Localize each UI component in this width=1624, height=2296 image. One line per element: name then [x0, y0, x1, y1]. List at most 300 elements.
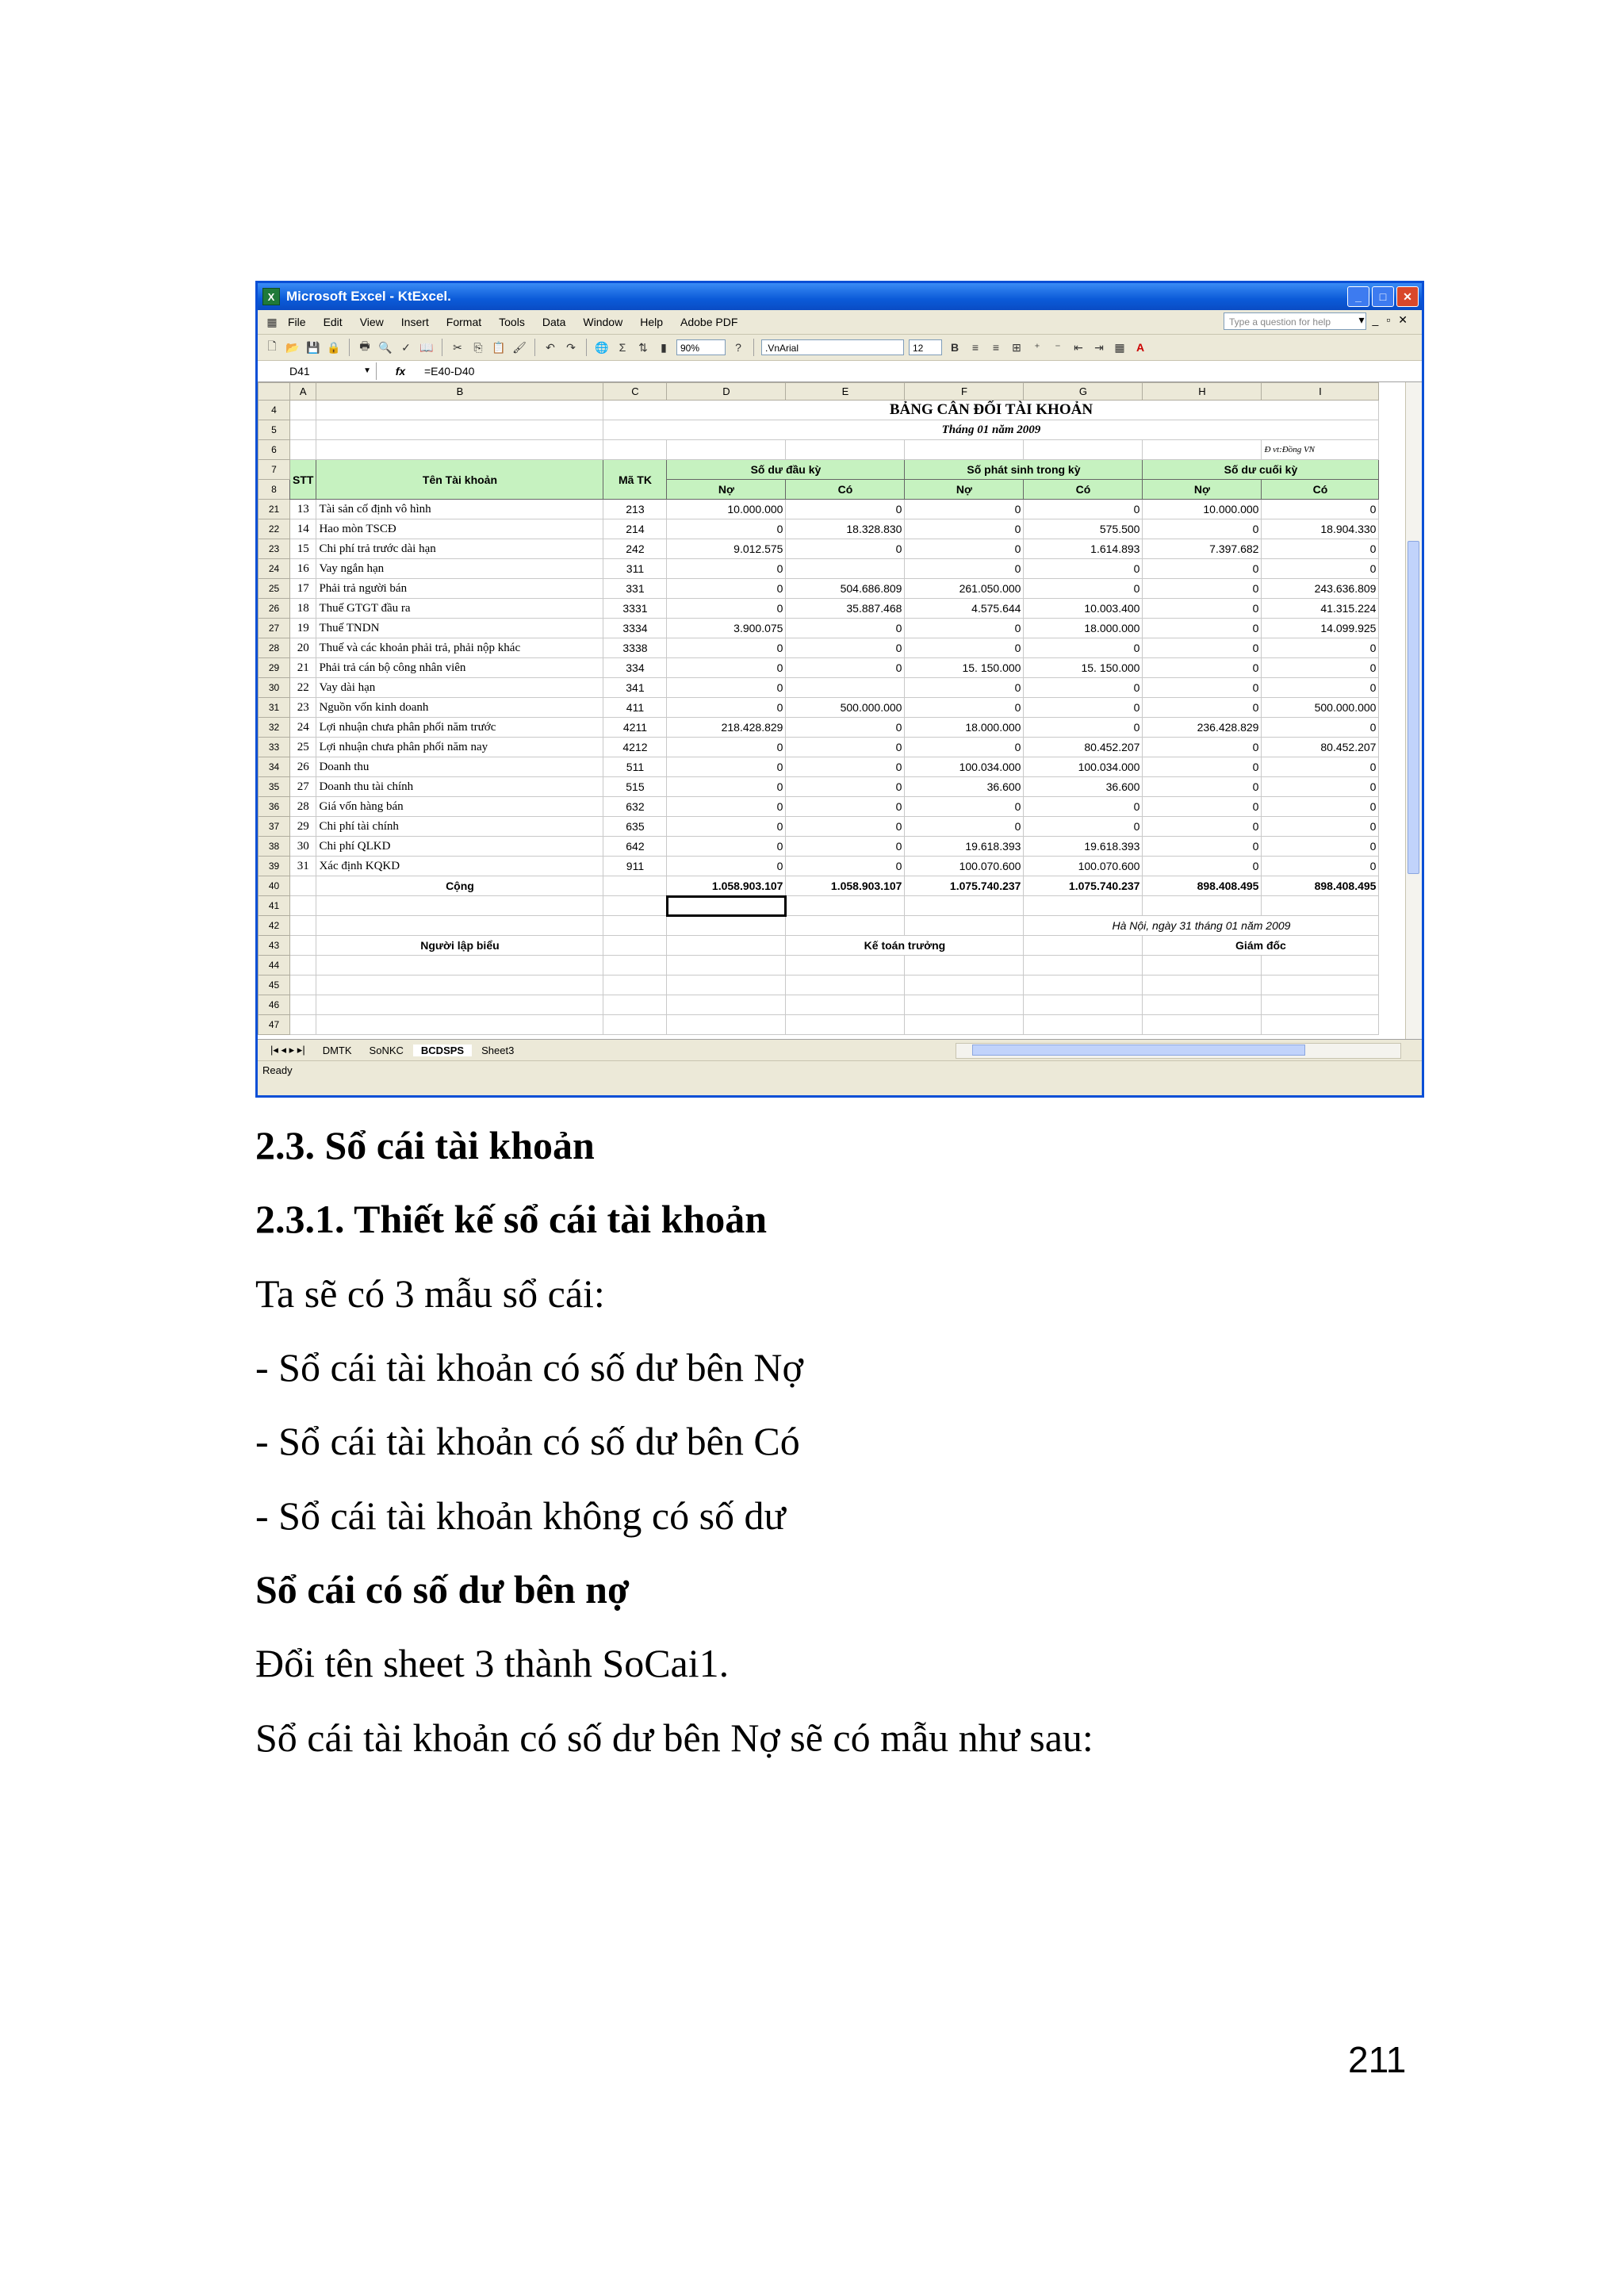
cell-account-name[interactable]: Vay dài hạn	[316, 678, 603, 698]
cell-stt[interactable]: 20	[290, 638, 316, 658]
cell-account-name[interactable]: Lợi nhuận chưa phân phối năm trước	[316, 718, 603, 738]
cell-amount[interactable]: 0	[786, 638, 905, 658]
cell-account-code[interactable]: 3331	[603, 599, 667, 619]
cell-amount[interactable]: 100.034.000	[1024, 757, 1143, 777]
cell-account-code[interactable]: 334	[603, 658, 667, 678]
cell[interactable]	[1262, 956, 1379, 976]
cell[interactable]	[290, 876, 316, 896]
cell-amount[interactable]: 0	[1143, 638, 1262, 658]
cell-amount[interactable]: 0	[905, 539, 1024, 559]
row-header[interactable]: 5	[259, 420, 290, 440]
cell-stt[interactable]: 13	[290, 500, 316, 519]
cell-amount[interactable]: 261.050.000	[905, 579, 1024, 599]
cell-amount[interactable]: 500.000.000	[786, 698, 905, 718]
horizontal-scrollbar[interactable]	[956, 1043, 1401, 1059]
maximize-button[interactable]: □	[1372, 286, 1394, 307]
cell-amount[interactable]: 0	[667, 757, 786, 777]
cell-stt[interactable]: 27	[290, 777, 316, 797]
row-header[interactable]: 31	[259, 698, 290, 718]
header-credit[interactable]: Có	[1024, 480, 1143, 500]
cell-stt[interactable]: 29	[290, 817, 316, 837]
cell-amount[interactable]: 0	[786, 738, 905, 757]
header-credit[interactable]: Có	[1262, 480, 1379, 500]
cell[interactable]	[786, 995, 905, 1015]
cell-amount[interactable]: 0	[1024, 698, 1143, 718]
cell-account-name[interactable]: Thuế và các khoản phải trả, phải nộp khác	[316, 638, 603, 658]
formula-input[interactable]: =E40-D40	[424, 365, 475, 378]
row-header[interactable]: 40	[259, 876, 290, 896]
sort-ascending-icon[interactable]: ⇅	[638, 340, 648, 354]
row-header[interactable]: 35	[259, 777, 290, 797]
cell-amount[interactable]: 0	[1262, 857, 1379, 876]
cell[interactable]	[786, 440, 905, 460]
increase-decimal-icon[interactable]: ⁺	[1034, 340, 1040, 354]
cell[interactable]	[290, 976, 316, 995]
cell-amount[interactable]: 0	[1024, 817, 1143, 837]
cell-amount[interactable]: 18.000.000	[1024, 619, 1143, 638]
cell-stt[interactable]: 14	[290, 519, 316, 539]
cell-account-code[interactable]: 242	[603, 539, 667, 559]
cell-stt[interactable]: 18	[290, 599, 316, 619]
cell-amount[interactable]: 0	[1262, 817, 1379, 837]
menu-edit[interactable]: Edit	[323, 316, 343, 328]
cell-amount[interactable]: 0	[667, 817, 786, 837]
cell-account-name[interactable]: Xác định KQKD	[316, 857, 603, 876]
cell-amount[interactable]: 0	[905, 559, 1024, 579]
cell-stt[interactable]: 24	[290, 718, 316, 738]
header-credit[interactable]: Có	[786, 480, 905, 500]
cell[interactable]	[603, 995, 667, 1015]
sign-preparer[interactable]: Người lập biểu	[316, 936, 603, 956]
header-debit[interactable]: Nợ	[667, 480, 786, 500]
row-header[interactable]: 39	[259, 857, 290, 876]
cell-amount[interactable]: 0	[786, 658, 905, 678]
menu-help[interactable]: Help	[640, 316, 663, 328]
cell[interactable]	[667, 956, 786, 976]
cell[interactable]	[905, 976, 1024, 995]
selected-cell-d41[interactable]	[667, 896, 786, 916]
cell[interactable]	[603, 1015, 667, 1035]
cell-amount[interactable]: 10.000.000	[1143, 500, 1262, 519]
cell[interactable]	[316, 1015, 603, 1035]
row-header[interactable]: 37	[259, 817, 290, 837]
cell-amount[interactable]: 0	[667, 559, 786, 579]
tab-nav-arrows-icon[interactable]: |◂ ◂ ▸ ▸|	[270, 1044, 305, 1056]
cell-account-code[interactable]: 511	[603, 757, 667, 777]
cell-amount[interactable]: 7.397.682	[1143, 539, 1262, 559]
cell-amount[interactable]: 0	[905, 638, 1024, 658]
unit-note[interactable]: Đ vt:Đồng VN	[1262, 440, 1379, 460]
cell-amount[interactable]: 0	[905, 519, 1024, 539]
new-icon[interactable]: 🗋	[267, 339, 277, 352]
cell[interactable]	[290, 420, 316, 440]
cell-stt[interactable]: 21	[290, 658, 316, 678]
cell-amount[interactable]: 10.000.000	[667, 500, 786, 519]
row-header[interactable]: 21	[259, 500, 290, 519]
decrease-decimal-icon[interactable]: ⁻	[1055, 340, 1061, 354]
select-all-corner[interactable]	[259, 383, 290, 401]
cell-stt[interactable]: 17	[290, 579, 316, 599]
cell[interactable]	[1262, 995, 1379, 1015]
cell-amount[interactable]: 0	[786, 539, 905, 559]
cell-account-name[interactable]: Doanh thu tài chính	[316, 777, 603, 797]
cell-amount[interactable]: 10.003.400	[1024, 599, 1143, 619]
cell-amount[interactable]: 218.428.829	[667, 718, 786, 738]
cell-amount[interactable]: 3.900.075	[667, 619, 786, 638]
minimize-button[interactable]: _	[1347, 286, 1369, 307]
cell-amount[interactable]: 0	[667, 638, 786, 658]
cell-amount[interactable]: 0	[667, 698, 786, 718]
cell-stt[interactable]: 26	[290, 757, 316, 777]
cell[interactable]	[1143, 896, 1262, 916]
chevron-down-icon[interactable]: ▼	[363, 366, 371, 375]
cell-amount[interactable]: 0	[1143, 837, 1262, 857]
cell-amount[interactable]: 0	[1262, 500, 1379, 519]
cell-amount[interactable]: 575.500	[1024, 519, 1143, 539]
cell-amount[interactable]: 19.618.393	[1024, 837, 1143, 857]
cell-stt[interactable]: 15	[290, 539, 316, 559]
cell[interactable]	[290, 440, 316, 460]
open-icon[interactable]: 📂	[285, 340, 300, 354]
cell-amount[interactable]: 0	[667, 797, 786, 817]
menu-format[interactable]: Format	[446, 316, 482, 328]
cell[interactable]	[290, 916, 316, 936]
hyperlink-icon[interactable]: 🌐	[595, 340, 609, 354]
cell-account-name[interactable]: Thuế TNDN	[316, 619, 603, 638]
cell-amount[interactable]: 0	[1262, 718, 1379, 738]
cell-amount[interactable]: 15. 150.000	[905, 658, 1024, 678]
cell-amount[interactable]: 0	[1262, 539, 1379, 559]
cell-amount[interactable]: 35.887.468	[786, 599, 905, 619]
cell-amount[interactable]	[786, 678, 905, 698]
cell-amount[interactable]: 0	[786, 817, 905, 837]
menu-file[interactable]: File	[288, 316, 306, 328]
sign-accountant[interactable]: Kế toán trưởng	[786, 936, 1024, 956]
column-header-B[interactable]: B	[316, 383, 603, 401]
row-header[interactable]: 25	[259, 579, 290, 599]
cell-amount[interactable]: 0	[1024, 678, 1143, 698]
cell-amount[interactable]: 500.000.000	[1262, 698, 1379, 718]
cell[interactable]	[905, 995, 1024, 1015]
cell-amount[interactable]: 18.000.000	[905, 718, 1024, 738]
cell[interactable]	[1024, 440, 1143, 460]
cell-amount[interactable]: 0	[667, 857, 786, 876]
cell-account-name[interactable]: Hao mòn TSCĐ	[316, 519, 603, 539]
cell-amount[interactable]: 80.452.207	[1024, 738, 1143, 757]
document-window-controls[interactable]: ▾_▫✕	[1358, 313, 1415, 326]
cell[interactable]	[667, 976, 786, 995]
cell-amount[interactable]: 14.099.925	[1262, 619, 1379, 638]
cell[interactable]	[316, 420, 603, 440]
cell-amount[interactable]: 0	[786, 857, 905, 876]
cell-account-code[interactable]: 311	[603, 559, 667, 579]
row-header[interactable]: 46	[259, 995, 290, 1015]
cell[interactable]	[905, 956, 1024, 976]
font-size-select[interactable]: 12	[909, 339, 942, 355]
row-header[interactable]: 28	[259, 638, 290, 658]
row-header[interactable]: 27	[259, 619, 290, 638]
decrease-indent-icon[interactable]: ⇤	[1074, 340, 1083, 354]
cell[interactable]	[1143, 440, 1262, 460]
cell-amount[interactable]: 0	[786, 837, 905, 857]
cell-account-code[interactable]: 411	[603, 698, 667, 718]
cell-amount[interactable]: 0	[786, 797, 905, 817]
row-header[interactable]: 43	[259, 936, 290, 956]
cell-account-code[interactable]: 642	[603, 837, 667, 857]
cell-amount[interactable]	[786, 559, 905, 579]
cell[interactable]	[1024, 995, 1143, 1015]
report-title[interactable]: BẢNG CÂN ĐỐI TÀI KHOẢN	[603, 401, 1379, 420]
autosum-icon[interactable]: Σ	[619, 341, 626, 354]
format-painter-icon[interactable]: 🖌	[512, 340, 527, 354]
header-closing-balance[interactable]: Số dư cuối kỳ	[1143, 460, 1379, 480]
font-name-select[interactable]: .VnArial	[761, 339, 904, 355]
cell-total[interactable]: 1.075.740.237	[1024, 876, 1143, 896]
cell[interactable]	[1143, 976, 1262, 995]
cell[interactable]	[667, 916, 786, 936]
tab-sheet3[interactable]: Sheet3	[481, 1044, 515, 1056]
cell-amount[interactable]: 0	[786, 757, 905, 777]
cell-stt[interactable]: 30	[290, 837, 316, 857]
cell-stt[interactable]: 23	[290, 698, 316, 718]
cell[interactable]	[290, 995, 316, 1015]
cell-amount[interactable]: 0	[1024, 718, 1143, 738]
row-header[interactable]: 42	[259, 916, 290, 936]
tab-bcdsps[interactable]: BCDSPS	[413, 1045, 472, 1056]
cell-account-name[interactable]: Lợi nhuận chưa phân phối năm nay	[316, 738, 603, 757]
header-account-code[interactable]: Mã TK	[603, 460, 667, 500]
cell-amount[interactable]: 0	[667, 837, 786, 857]
cell-amount[interactable]: 0	[1262, 757, 1379, 777]
menu-tools[interactable]: Tools	[499, 316, 525, 328]
column-header-I[interactable]: I	[1262, 383, 1379, 401]
cell-account-name[interactable]: Phải trả cán bộ công nhân viên	[316, 658, 603, 678]
cell-amount[interactable]: 36.600	[905, 777, 1024, 797]
cell[interactable]	[1024, 1015, 1143, 1035]
cell-account-code[interactable]: 331	[603, 579, 667, 599]
cell[interactable]	[603, 440, 667, 460]
cell-amount[interactable]: 80.452.207	[1262, 738, 1379, 757]
cell-amount[interactable]: 0	[905, 500, 1024, 519]
cell[interactable]	[316, 956, 603, 976]
cell-amount[interactable]: 0	[905, 678, 1024, 698]
research-icon[interactable]: 📖	[419, 340, 434, 354]
cell-account-code[interactable]: 515	[603, 777, 667, 797]
cell-total[interactable]: 898.408.495	[1262, 876, 1379, 896]
cell-account-code[interactable]: 4212	[603, 738, 667, 757]
cell[interactable]	[316, 896, 603, 916]
cut-icon[interactable]: ✂	[453, 340, 462, 354]
row-header[interactable]: 33	[259, 738, 290, 757]
cell-account-name[interactable]: Doanh thu	[316, 757, 603, 777]
cell[interactable]	[667, 1015, 786, 1035]
cell[interactable]	[1262, 896, 1379, 916]
row-header[interactable]: 4	[259, 401, 290, 420]
cell-account-code[interactable]: 3338	[603, 638, 667, 658]
cell[interactable]	[316, 916, 603, 936]
menu-view[interactable]: View	[359, 316, 384, 328]
total-label[interactable]: Cộng	[316, 876, 603, 896]
spelling-icon[interactable]: ✓	[401, 340, 411, 354]
cell[interactable]	[290, 896, 316, 916]
cell[interactable]	[1024, 956, 1143, 976]
cell[interactable]	[1262, 1015, 1379, 1035]
cell[interactable]	[667, 936, 786, 956]
cell-account-code[interactable]: 214	[603, 519, 667, 539]
column-header-D[interactable]: D	[667, 383, 786, 401]
row-header[interactable]: 29	[259, 658, 290, 678]
undo-icon[interactable]: ↶	[546, 340, 555, 354]
cell[interactable]	[1024, 896, 1143, 916]
cell-amount[interactable]: 9.012.575	[667, 539, 786, 559]
column-header-H[interactable]: H	[1143, 383, 1262, 401]
cell-amount[interactable]: 15. 150.000	[1024, 658, 1143, 678]
cell-amount[interactable]: 0	[905, 797, 1024, 817]
cell-amount[interactable]: 0	[1262, 559, 1379, 579]
cell[interactable]	[1143, 1015, 1262, 1035]
cell-total[interactable]: 898.408.495	[1143, 876, 1262, 896]
cell-amount[interactable]: 0	[905, 817, 1024, 837]
cell-account-name[interactable]: Vay ngắn hạn	[316, 559, 603, 579]
row-header[interactable]: 45	[259, 976, 290, 995]
cell[interactable]	[667, 995, 786, 1015]
cell-amount[interactable]: 0	[667, 738, 786, 757]
cell-account-code[interactable]: 635	[603, 817, 667, 837]
cell-account-code[interactable]: 341	[603, 678, 667, 698]
close-button[interactable]: ✕	[1396, 286, 1419, 307]
cell[interactable]	[290, 936, 316, 956]
cell-amount[interactable]: 0	[1262, 678, 1379, 698]
cell[interactable]	[603, 936, 667, 956]
name-box[interactable]	[258, 362, 377, 380]
cell-amount[interactable]: 18.904.330	[1262, 519, 1379, 539]
row-header[interactable]: 26	[259, 599, 290, 619]
cell[interactable]	[316, 401, 603, 420]
cell-amount[interactable]: 0	[905, 738, 1024, 757]
row-header[interactable]: 44	[259, 956, 290, 976]
cell-amount[interactable]: 0	[1143, 559, 1262, 579]
cell-amount[interactable]: 0	[1143, 599, 1262, 619]
cell-amount[interactable]: 0	[1143, 738, 1262, 757]
row-header[interactable]: 36	[259, 797, 290, 817]
cell-amount[interactable]: 0	[667, 678, 786, 698]
cell[interactable]	[316, 995, 603, 1015]
cell[interactable]	[786, 976, 905, 995]
cell-stt[interactable]: 28	[290, 797, 316, 817]
cell[interactable]	[316, 976, 603, 995]
cell-stt[interactable]: 25	[290, 738, 316, 757]
cell-total[interactable]: 1.075.740.237	[905, 876, 1024, 896]
copy-icon[interactable]: ⎘	[473, 340, 483, 354]
align-center-icon[interactable]: ≡	[992, 341, 1000, 354]
row-header[interactable]: 7	[259, 460, 290, 480]
menu-insert[interactable]: Insert	[400, 316, 429, 328]
cell[interactable]	[905, 916, 1024, 936]
cell-amount[interactable]: 0	[1262, 777, 1379, 797]
cell-amount[interactable]: 0	[1143, 857, 1262, 876]
cell-amount[interactable]: 0	[786, 718, 905, 738]
cell-amount[interactable]: 0	[905, 619, 1024, 638]
cell-account-name[interactable]: Thuế GTGT đầu ra	[316, 599, 603, 619]
row-header[interactable]: 6	[259, 440, 290, 460]
cell-stt[interactable]: 19	[290, 619, 316, 638]
cell[interactable]	[786, 896, 905, 916]
column-header-G[interactable]: G	[1024, 383, 1143, 401]
cell-amount[interactable]: 0	[1024, 559, 1143, 579]
help-icon[interactable]: ?	[735, 341, 741, 354]
cell[interactable]	[290, 1015, 316, 1035]
cell-amount[interactable]: 0	[667, 658, 786, 678]
menu-data[interactable]: Data	[542, 316, 566, 328]
help-search-input[interactable]: Type a question for help	[1224, 312, 1366, 330]
cell[interactable]	[905, 440, 1024, 460]
fx-icon[interactable]: fx	[395, 365, 406, 378]
cell-amount[interactable]: 100.070.600	[905, 857, 1024, 876]
cell-account-code[interactable]: 213	[603, 500, 667, 519]
cell-amount[interactable]: 0	[1262, 797, 1379, 817]
cell[interactable]	[1024, 976, 1143, 995]
cell-account-name[interactable]: Chi phí tài chính	[316, 817, 603, 837]
cell-amount[interactable]: 36.600	[1024, 777, 1143, 797]
cell-amount[interactable]: 0	[1024, 579, 1143, 599]
cell-amount[interactable]: 0	[1024, 797, 1143, 817]
cell-account-name[interactable]: Phải trả người bán	[316, 579, 603, 599]
tab-sonkc[interactable]: SoNKC	[369, 1044, 404, 1056]
cell-total[interactable]: 1.058.903.107	[667, 876, 786, 896]
cell[interactable]	[316, 440, 603, 460]
cell-account-code[interactable]: 4211	[603, 718, 667, 738]
scroll-thumb[interactable]	[1408, 541, 1419, 874]
cell-account-code[interactable]: 3334	[603, 619, 667, 638]
header-stt[interactable]: STT	[290, 460, 316, 500]
cell[interactable]	[786, 956, 905, 976]
cell[interactable]	[603, 896, 667, 916]
row-header[interactable]: 22	[259, 519, 290, 539]
column-header-F[interactable]: F	[905, 383, 1024, 401]
cell[interactable]	[1143, 956, 1262, 976]
borders-icon[interactable]: ▦	[1114, 340, 1125, 354]
cell-amount[interactable]: 0	[1143, 698, 1262, 718]
cell-amount[interactable]: 0	[1143, 519, 1262, 539]
date-line[interactable]: Hà Nội, ngày 31 tháng 01 năm 2009	[1024, 916, 1379, 936]
bold-icon[interactable]: B	[950, 341, 959, 354]
cell-amount[interactable]: 0	[1143, 757, 1262, 777]
row-header[interactable]: 34	[259, 757, 290, 777]
scroll-thumb[interactable]	[972, 1045, 1305, 1056]
menu-adobe-pdf[interactable]: Adobe PDF	[680, 316, 738, 328]
cell-amount[interactable]: 0	[1262, 837, 1379, 857]
cell-amount[interactable]: 0	[786, 500, 905, 519]
cell-account-code[interactable]: 632	[603, 797, 667, 817]
row-header[interactable]: 32	[259, 718, 290, 738]
cell-amount[interactable]: 243.636.809	[1262, 579, 1379, 599]
align-left-icon[interactable]: ≡	[971, 341, 979, 354]
column-header-C[interactable]: C	[603, 383, 667, 401]
cell-total[interactable]: 1.058.903.107	[786, 876, 905, 896]
report-subtitle[interactable]: Tháng 01 năm 2009	[603, 420, 1379, 440]
cell-amount[interactable]: 19.618.393	[905, 837, 1024, 857]
cell[interactable]	[603, 956, 667, 976]
cell-account-name[interactable]: Giá vốn hàng bán	[316, 797, 603, 817]
merge-center-icon[interactable]: ⊞	[1012, 340, 1021, 354]
cell-account-name[interactable]: Chi phí QLKD	[316, 837, 603, 857]
cell[interactable]	[1024, 936, 1143, 956]
vertical-scrollbar[interactable]	[1405, 382, 1422, 1039]
save-icon[interactable]: 💾	[306, 340, 320, 354]
cell-amount[interactable]: 41.315.224	[1262, 599, 1379, 619]
increase-indent-icon[interactable]: ⇥	[1094, 340, 1104, 354]
cell-amount[interactable]: 0	[1143, 777, 1262, 797]
